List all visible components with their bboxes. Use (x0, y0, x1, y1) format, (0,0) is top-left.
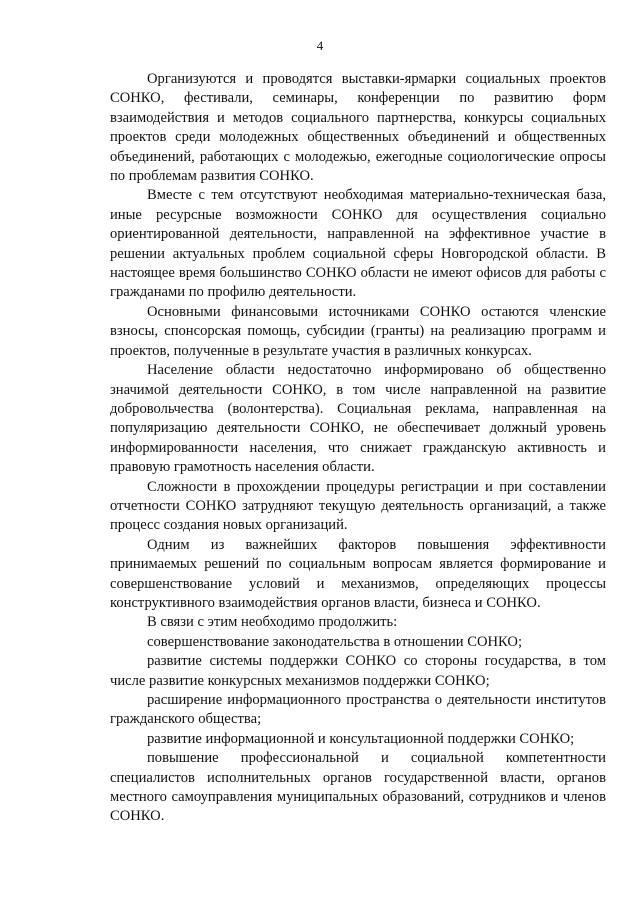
paragraph-financial-sources: Основными финансовыми источниками СОНКО остаются членские взносы, спонсорская помощь, субсидии (гранты) на реализацию программ и проектов, полученные в результате участия в различных конкурсах. (110, 303, 606, 359)
paragraph-material-base: Вместе с тем отсутствуют необходимая материально-техническая база, иные ресурсные возможности СОНКО для осуществления социально ориентированной деятельности, направленной на эффективное участие в решении актуальных проблем социальной сферы Новгородской области. В настоящее время большинство СОНКО области не имеют офисов для работы с гражданами по профилю деятельности. (110, 187, 606, 301)
paragraph-public-awareness: Население области недостаточно информировано об общественно значимой деятельности СОНКО, в том числе направленной на развитие добровольчества (волонтерства). Социальная реклама, направленная на популяризацию деятельности СОНКО, не обеспечивает должный уровень информированности населения, что снижает гражданскую активность и правовую грамотность населения области. (110, 362, 606, 476)
body-text (110, 70, 606, 827)
list-item-competence: повышение профессиональной и социальной компетентности специалистов исполнительных органов государственной власти, органов местного самоуправления муниципальных образований, сотрудников и членов СОНКО. (110, 750, 606, 825)
paragraph-list-intro: В связи с этим необходимо продолжить: (147, 614, 398, 631)
list-item-information-space: расширение информационного пространства о деятельности институтов гражданского общества; (110, 692, 606, 728)
paragraph-key-factor: Одним из важнейших факторов повышения эффективности принимаемых решений по социальным вопросам является формирование и совершенствование условий и механизмов, определяющих процессы конструктивного взаимодействия органов власти, бизнеса и СОНКО. (110, 536, 606, 611)
page-number: 4 (316, 38, 324, 53)
list-item-consulting: развитие информационной и консультационной поддержки СОНКО; (147, 730, 575, 747)
paragraph-registration: Сложности в прохождении процедуры регистрации и при составлении отчетности СОНКО затрудняют текущую деятельность организаций, а также процесс создания новых организаций. (110, 478, 606, 534)
paragraph-exhibitions: Организуются и проводятся выставки-ярмарки социальных проектов СОНКО, фестивали, семинары, конференции по развитию форм взаимодействия и методов социального партнерства, конкурсы социальных проектов среди молодежных общественных объединений и общественных объединений, работающих с молодежью, ежегодные социологические опросы по проблемам развития СОНКО. (110, 71, 606, 185)
list-item-legislation: совершенствование законодательства в отношении СОНКО; (147, 633, 523, 650)
list-item-state-support: развитие системы поддержки СОНКО со стороны государства, в том числе развитие конкурсных механизмов поддержки СОНКО; (110, 653, 606, 689)
